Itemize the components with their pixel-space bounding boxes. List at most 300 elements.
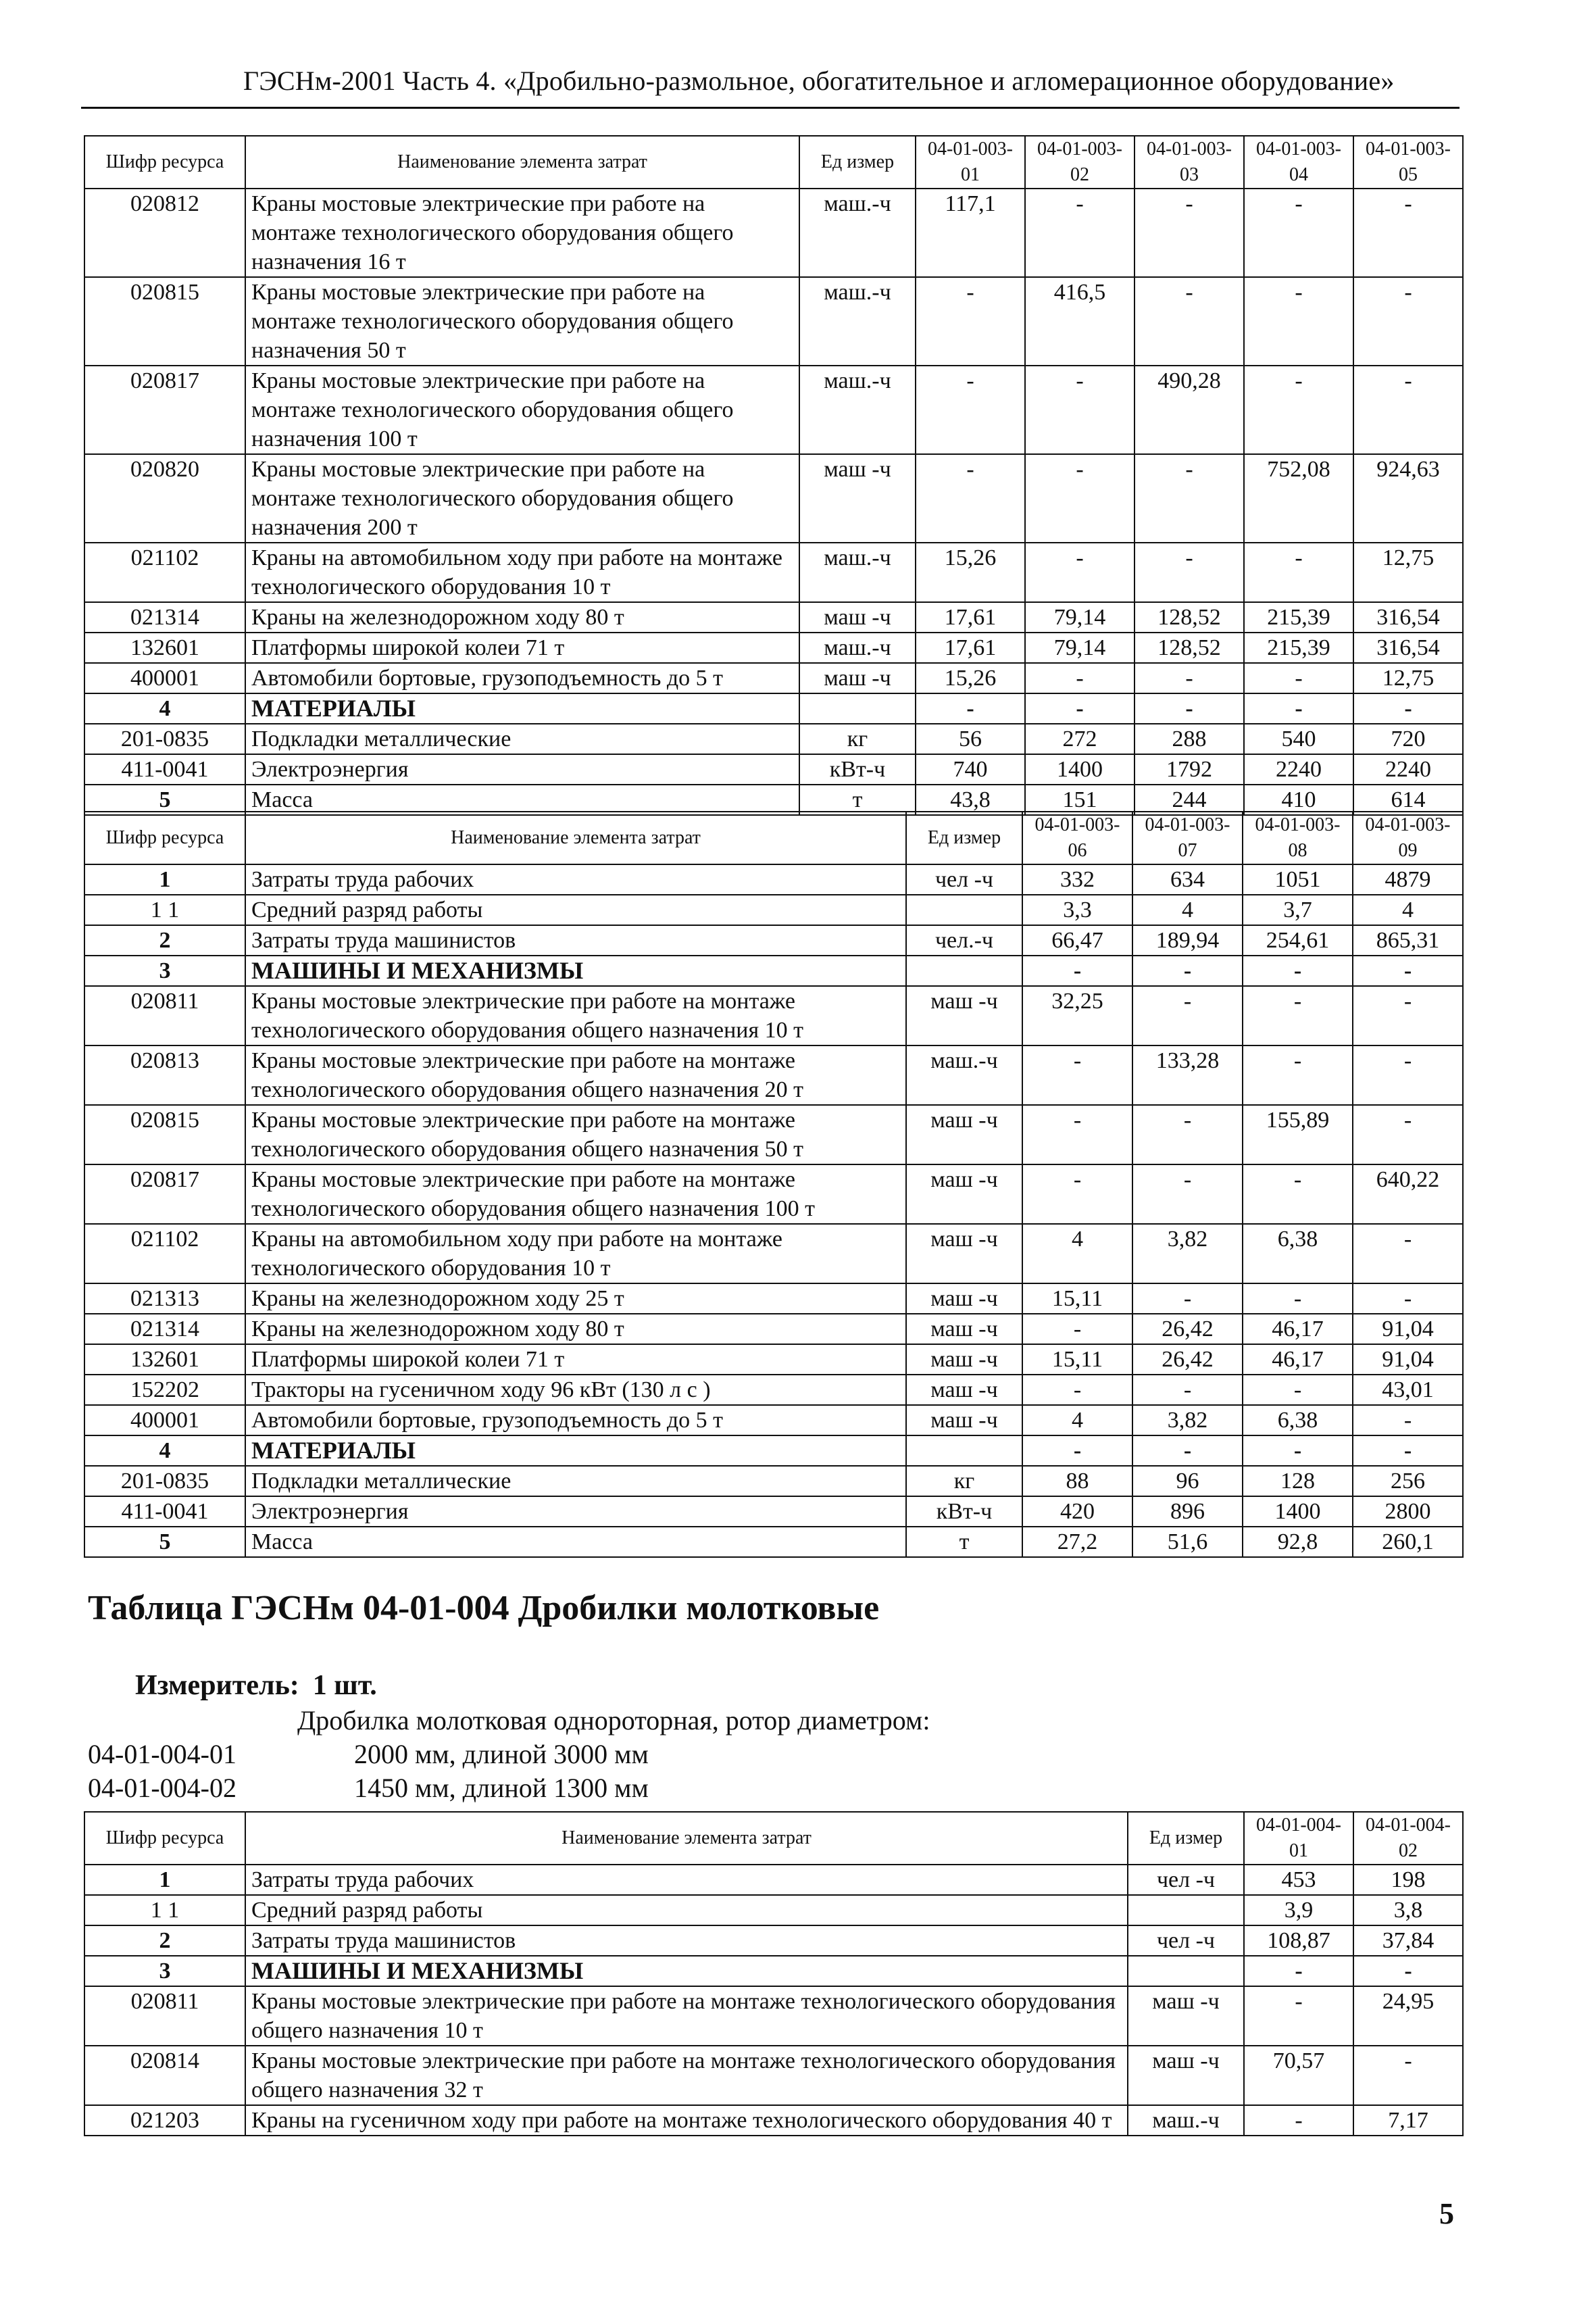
value-cell: - <box>1132 1435 1243 1466</box>
header-code: Шифр ресурса <box>84 136 245 189</box>
cost-element-name: Краны мостовые электрические при работе на монтаже технологического оборудования общего назначения 100 т <box>245 366 799 454</box>
resource-table-003-06-09 <box>84 811 1464 1558</box>
cost-element-name: Краны мостовые электрические при работе на монтаже технологического оборудования общего назначения 50 т <box>245 277 799 366</box>
table-row <box>84 1105 1463 1164</box>
unit-cell: маш.-ч <box>799 277 916 366</box>
table-row <box>84 663 1463 693</box>
cost-element-name: Масса <box>245 785 799 815</box>
table-row <box>84 1895 1463 1925</box>
cost-element-name: МАТЕРИАЛЫ <box>245 1435 906 1466</box>
table-row <box>84 1865 1463 1895</box>
value-cell: - <box>1244 1986 1353 2046</box>
value-cell: - <box>1134 663 1244 693</box>
table-row <box>84 366 1463 454</box>
value-cell: - <box>1244 693 1353 724</box>
value-cell: 896 <box>1132 1496 1243 1527</box>
value-cell: 91,04 <box>1353 1344 1463 1375</box>
value-cell: - <box>1353 1224 1463 1283</box>
cost-element-name: Подкладки металлические <box>245 1466 906 1496</box>
value-cell: - <box>916 277 1025 366</box>
resource-code: 020817 <box>84 366 245 454</box>
unit-cell <box>1128 1956 1244 1986</box>
variant-code: 04-01-004-01 <box>88 1739 236 1769</box>
value-cell: - <box>1244 366 1353 454</box>
unit-cell <box>1128 1895 1244 1925</box>
resource-code: 411-0041 <box>84 1496 245 1527</box>
value-cell: - <box>1025 366 1134 454</box>
cost-element-name: Средний разряд работы <box>245 895 906 925</box>
cost-element-name: Краны мостовые электрические при работе на монтаже технологического оборудования общего назначения 20 т <box>245 1045 906 1105</box>
header-norm-code: 04-01-003-03 <box>1134 136 1244 189</box>
unit-cell: маш.-ч <box>1128 2105 1244 2136</box>
table-header-row <box>84 136 1463 189</box>
value-cell: - <box>1353 1283 1463 1314</box>
cost-element-name: Краны на автомобильном ходу при работе на монтаже технологического оборудования 10 т <box>245 543 799 602</box>
value-cell: - <box>1353 1405 1463 1435</box>
header-unit: Ед измер <box>799 136 916 189</box>
cost-element-name: МАШИНЫ И МЕХАНИЗМЫ <box>245 1956 1128 1986</box>
value-cell: 215,39 <box>1244 633 1353 663</box>
value-cell: 2240 <box>1244 754 1353 785</box>
value-cell: 15,11 <box>1022 1283 1132 1314</box>
value-cell: - <box>1134 454 1244 543</box>
value-cell: 92,8 <box>1243 1527 1353 1557</box>
header-unit: Ед измер <box>906 812 1022 864</box>
value-cell: 66,47 <box>1022 925 1132 956</box>
value-cell: 288 <box>1134 724 1244 754</box>
value-cell: - <box>1022 1435 1132 1466</box>
resource-code: 020820 <box>84 454 245 543</box>
value-cell: 117,1 <box>916 189 1025 277</box>
cost-element-name: Краны на железнодорожном ходу 80 т <box>245 1314 906 1344</box>
cost-element-name: Краны на железнодорожном ходу 80 т <box>245 602 799 633</box>
header-norm-code: 04-01-003-09 <box>1353 812 1463 864</box>
value-cell: 3,9 <box>1244 1895 1353 1925</box>
unit-cell: маш -ч <box>906 1164 1022 1224</box>
value-cell: 91,04 <box>1353 1314 1463 1344</box>
resource-code: 5 <box>84 785 245 815</box>
resource-code: 020814 <box>84 2046 245 2105</box>
value-cell: 740 <box>916 754 1025 785</box>
unit-cell: маш.-ч <box>799 543 916 602</box>
value-cell: 43,01 <box>1353 1375 1463 1405</box>
value-cell: 540 <box>1244 724 1353 754</box>
value-cell: - <box>1353 1956 1463 1986</box>
value-cell: - <box>1132 1283 1243 1314</box>
unit-cell: т <box>906 1527 1022 1557</box>
meter-line <box>135 1669 377 1702</box>
unit-cell: маш -ч <box>906 1314 1022 1344</box>
unit-cell: маш -ч <box>906 1105 1022 1164</box>
value-cell: - <box>1353 1435 1463 1466</box>
unit-cell: маш.-ч <box>799 633 916 663</box>
value-cell: 4 <box>1022 1405 1132 1435</box>
unit-cell: маш -ч <box>799 602 916 633</box>
value-cell: - <box>1353 1045 1463 1105</box>
value-cell: - <box>1132 956 1243 986</box>
value-cell: 752,08 <box>1244 454 1353 543</box>
resource-code: 021102 <box>84 1224 245 1283</box>
value-cell: 26,42 <box>1132 1344 1243 1375</box>
value-cell: - <box>1244 1956 1353 1986</box>
table-header-row <box>84 812 1463 864</box>
resource-code: 020813 <box>84 1045 245 1105</box>
value-cell: - <box>1134 189 1244 277</box>
table-row <box>84 754 1463 785</box>
value-cell: 256 <box>1353 1466 1463 1496</box>
table-row <box>84 2105 1463 2136</box>
value-cell: 490,28 <box>1134 366 1244 454</box>
value-cell: 155,89 <box>1243 1105 1353 1164</box>
value-cell: - <box>916 454 1025 543</box>
resource-code: 1 1 <box>84 1895 245 1925</box>
value-cell: - <box>1022 1314 1132 1344</box>
unit-cell: кВт-ч <box>799 754 916 785</box>
table-row <box>84 633 1463 663</box>
value-cell: 88 <box>1022 1466 1132 1496</box>
table-row <box>84 724 1463 754</box>
value-cell: - <box>1353 1105 1463 1164</box>
value-cell: 6,38 <box>1243 1224 1353 1283</box>
resource-code: 5 <box>84 1527 245 1557</box>
cost-element-name: Затраты труда рабочих <box>245 864 906 895</box>
unit-cell: чел -ч <box>1128 1925 1244 1956</box>
header-name: Наименование элемента затрат <box>245 812 906 864</box>
value-cell: 7,17 <box>1353 2105 1463 2136</box>
value-cell: - <box>1353 986 1463 1045</box>
value-cell: 3,8 <box>1353 1895 1463 1925</box>
value-cell: 51,6 <box>1132 1527 1243 1557</box>
resource-code: 4 <box>84 1435 245 1466</box>
running-head: ГЭСНм-2001 Часть 4. «Дробильно-размольное, обогатительное и агломерационное оборудование» <box>243 66 1395 96</box>
resource-code: 400001 <box>84 1405 245 1435</box>
value-cell: - <box>1022 1045 1132 1105</box>
resource-code: 1 <box>84 864 245 895</box>
unit-cell: маш -ч <box>906 1224 1022 1283</box>
value-cell: - <box>1025 543 1134 602</box>
table-row <box>84 1405 1463 1435</box>
value-cell: 1792 <box>1134 754 1244 785</box>
header-norm-code: 04-01-004-01 <box>1244 1812 1353 1865</box>
header-norm-code: 04-01-003-05 <box>1353 136 1463 189</box>
value-cell: 416,5 <box>1025 277 1134 366</box>
section-row <box>84 693 1463 724</box>
table-row <box>84 189 1463 277</box>
value-cell: - <box>1243 956 1353 986</box>
value-cell: 15,26 <box>916 663 1025 693</box>
value-cell: 4 <box>1132 895 1243 925</box>
unit-cell: маш.-ч <box>799 366 916 454</box>
header-norm-code: 04-01-003-07 <box>1132 812 1243 864</box>
value-cell: - <box>1022 956 1132 986</box>
value-cell: 151 <box>1025 785 1134 815</box>
header-norm-code: 04-01-003-06 <box>1022 812 1132 864</box>
cost-element-name: Краны мостовые электрические при работе на монтаже технологического оборудования общего назначения 200 т <box>245 454 799 543</box>
cost-element-name: Автомобили бортовые, грузоподъемность до 5 т <box>245 1405 906 1435</box>
value-cell: 4879 <box>1353 864 1463 895</box>
cost-element-name: Платформы широкой колеи 71 т <box>245 1344 906 1375</box>
value-cell: - <box>1022 1105 1132 1164</box>
header-norm-code: 04-01-003-02 <box>1025 136 1134 189</box>
value-cell: - <box>1244 663 1353 693</box>
unit-cell: чел -ч <box>1128 1865 1244 1895</box>
page-number: 5 <box>1439 2197 1454 2230</box>
table-row <box>84 1496 1463 1527</box>
resource-code: 020815 <box>84 277 245 366</box>
table-header-row <box>84 1812 1463 1865</box>
unit-cell <box>906 956 1022 986</box>
value-cell: - <box>1025 693 1134 724</box>
value-cell: 410 <box>1244 785 1353 815</box>
table-row <box>84 1375 1463 1405</box>
value-cell: - <box>1134 543 1244 602</box>
value-cell: - <box>1243 1375 1353 1405</box>
value-cell: - <box>1353 366 1463 454</box>
value-cell: 1051 <box>1243 864 1353 895</box>
value-cell: 15,26 <box>916 543 1025 602</box>
variant-text: 2000 мм, длиной 3000 мм <box>354 1739 649 1769</box>
value-cell: 272 <box>1025 724 1134 754</box>
cost-element-name: Электроэнергия <box>245 754 799 785</box>
value-cell: 128,52 <box>1134 633 1244 663</box>
value-cell: 332 <box>1022 864 1132 895</box>
value-cell: 865,31 <box>1353 925 1463 956</box>
cost-element-name: Краны на железнодорожном ходу 25 т <box>245 1283 906 1314</box>
table-row <box>84 1283 1463 1314</box>
value-cell: - <box>1244 543 1353 602</box>
value-cell: - <box>1243 1435 1353 1466</box>
table-body <box>84 1865 1463 2136</box>
header-unit: Ед измер <box>1128 1812 1244 1865</box>
unit-cell <box>906 1435 1022 1466</box>
value-cell: 1400 <box>1243 1496 1353 1527</box>
value-cell: - <box>1353 189 1463 277</box>
value-cell: - <box>1353 277 1463 366</box>
value-cell: 453 <box>1244 1865 1353 1895</box>
table-row <box>84 2046 1463 2105</box>
table-row <box>84 986 1463 1045</box>
table-row <box>84 1344 1463 1375</box>
value-cell: - <box>1025 454 1134 543</box>
resource-code: 400001 <box>84 663 245 693</box>
resource-code: 2 <box>84 1925 245 1956</box>
unit-cell <box>906 895 1022 925</box>
value-cell: 37,84 <box>1353 1925 1463 1956</box>
variant-text: 1450 мм, длиной 1300 мм <box>354 1773 649 1803</box>
value-cell: - <box>1134 277 1244 366</box>
meter-label: Измеритель: <box>135 1670 299 1701</box>
value-cell: 26,42 <box>1132 1314 1243 1344</box>
table-row <box>84 1045 1463 1105</box>
resource-table-004 <box>84 1811 1464 2136</box>
header-name: Наименование элемента затрат <box>245 136 799 189</box>
header-norm-code: 04-01-003-04 <box>1244 136 1353 189</box>
unit-cell: маш -ч <box>906 986 1022 1045</box>
cost-element-name: Краны мостовые электрические при работе на монтаже технологического оборудования общего назначения 50 т <box>245 1105 906 1164</box>
table-row <box>84 1466 1463 1496</box>
value-cell: 15,11 <box>1022 1344 1132 1375</box>
value-cell: 4 <box>1353 895 1463 925</box>
resource-code: 3 <box>84 1956 245 1986</box>
resource-code: 132601 <box>84 1344 245 1375</box>
value-cell: - <box>1244 2105 1353 2136</box>
unit-cell: кВт-ч <box>906 1496 1022 1527</box>
value-cell: 614 <box>1353 785 1463 815</box>
unit-cell: маш -ч <box>799 663 916 693</box>
cost-element-name: Затраты труда машинистов <box>245 925 906 956</box>
value-cell: - <box>1353 2046 1463 2105</box>
value-cell: 215,39 <box>1244 602 1353 633</box>
cost-element-name: Краны мостовые электрические при работе на монтаже технологического оборудования общего назначения 100 т <box>245 1164 906 1224</box>
resource-code: 201-0835 <box>84 1466 245 1496</box>
unit-cell: маш -ч <box>906 1283 1022 1314</box>
value-cell: 17,61 <box>916 633 1025 663</box>
value-cell: 46,17 <box>1243 1344 1353 1375</box>
cost-element-name: Масса <box>245 1527 906 1557</box>
cost-element-name: Тракторы на гусеничном ходу 96 кВт (130 л с ) <box>245 1375 906 1405</box>
cost-element-name: Затраты труда рабочих <box>245 1865 1128 1895</box>
value-cell: - <box>1025 663 1134 693</box>
unit-cell: маш -ч <box>906 1344 1022 1375</box>
unit-cell: маш -ч <box>906 1405 1022 1435</box>
value-cell: 3,82 <box>1132 1405 1243 1435</box>
table-row <box>84 925 1463 956</box>
value-cell: 316,54 <box>1353 633 1463 663</box>
resource-code: 020815 <box>84 1105 245 1164</box>
table-row <box>84 895 1463 925</box>
value-cell: - <box>1134 693 1244 724</box>
header-code: Шифр ресурса <box>84 1812 245 1865</box>
resource-code: 020811 <box>84 1986 245 2046</box>
unit-cell: маш -ч <box>1128 1986 1244 2046</box>
value-cell: - <box>1243 1164 1353 1224</box>
value-cell: - <box>1132 1164 1243 1224</box>
value-cell: 244 <box>1134 785 1244 815</box>
unit-cell: чел -ч <box>906 864 1022 895</box>
table-description: Дробилка молотковая однороторная, ротор диаметром: <box>297 1705 930 1736</box>
value-cell: - <box>1022 1164 1132 1224</box>
value-cell: 133,28 <box>1132 1045 1243 1105</box>
variant-code: 04-01-004-02 <box>88 1773 236 1803</box>
value-cell: 640,22 <box>1353 1164 1463 1224</box>
unit-cell: чел.-ч <box>906 925 1022 956</box>
section-row <box>84 956 1463 986</box>
resource-code: 021203 <box>84 2105 245 2136</box>
value-cell: 189,94 <box>1132 925 1243 956</box>
resource-code: 021102 <box>84 543 245 602</box>
resource-code: 4 <box>84 693 245 724</box>
value-cell: 128 <box>1243 1466 1353 1496</box>
cost-element-name: Автомобили бортовые, грузоподъемность до 5 т <box>245 663 799 693</box>
value-cell: 108,87 <box>1244 1925 1353 1956</box>
value-cell: 2800 <box>1353 1496 1463 1527</box>
table-row <box>84 1314 1463 1344</box>
value-cell: - <box>1132 1375 1243 1405</box>
unit-cell: маш -ч <box>1128 2046 1244 2105</box>
table-row <box>84 277 1463 366</box>
header-name: Наименование элемента затрат <box>245 1812 1128 1865</box>
resource-code: 3 <box>84 956 245 986</box>
resource-code: 201-0835 <box>84 724 245 754</box>
value-cell: - <box>1244 189 1353 277</box>
table-row <box>84 1986 1463 2046</box>
cost-element-name: Платформы широкой колеи 71 т <box>245 633 799 663</box>
value-cell: - <box>916 693 1025 724</box>
value-cell: - <box>1244 277 1353 366</box>
value-cell: 70,57 <box>1244 2046 1353 2105</box>
resource-code: 021314 <box>84 1314 245 1344</box>
cost-element-name: Краны мостовые электрические при работе на монтаже технологического оборудования общего назначения 10 т <box>245 986 906 1045</box>
cost-element-name: Краны на гусеничном ходу при работе на монтаже технологического оборудования 40 т <box>245 2105 1128 2136</box>
cost-element-name: Краны мостовые электрические при работе на монтаже технологического оборудования общего назначения 16 т <box>245 189 799 277</box>
unit-cell: кг <box>906 1466 1022 1496</box>
value-cell: - <box>1132 986 1243 1045</box>
table-row <box>84 543 1463 602</box>
cost-element-name: Подкладки металлические <box>245 724 799 754</box>
value-cell: 198 <box>1353 1865 1463 1895</box>
value-cell: 128,52 <box>1134 602 1244 633</box>
section-row <box>84 1956 1463 1986</box>
resource-code: 2 <box>84 925 245 956</box>
cost-element-name: Затраты труда машинистов <box>245 1925 1128 1956</box>
value-cell: - <box>916 366 1025 454</box>
unit-cell: маш.-ч <box>906 1045 1022 1105</box>
resource-code: 020812 <box>84 189 245 277</box>
value-cell: 79,14 <box>1025 602 1134 633</box>
value-cell: 924,63 <box>1353 454 1463 543</box>
value-cell: 316,54 <box>1353 602 1463 633</box>
value-cell: 2240 <box>1353 754 1463 785</box>
unit-cell <box>799 693 916 724</box>
value-cell: - <box>1132 1105 1243 1164</box>
cost-element-name: МАТЕРИАЛЫ <box>245 693 799 724</box>
value-cell: 27,2 <box>1022 1527 1132 1557</box>
value-cell: - <box>1243 986 1353 1045</box>
cost-element-name: Электроэнергия <box>245 1496 906 1527</box>
value-cell: 79,14 <box>1025 633 1134 663</box>
header-norm-code: 04-01-003-08 <box>1243 812 1353 864</box>
cost-element-name: Средний разряд работы <box>245 1895 1128 1925</box>
resource-code: 021314 <box>84 602 245 633</box>
variant-line <box>88 1738 649 1770</box>
value-cell: 3,7 <box>1243 895 1353 925</box>
value-cell: - <box>1243 1283 1353 1314</box>
value-cell: 12,75 <box>1353 663 1463 693</box>
table-title: Таблица ГЭСНм 04-01-004 Дробилки молотковые <box>88 1589 880 1627</box>
cost-element-name: Краны мостовые электрические при работе на монтаже технологического оборудования общего назначения 32 т <box>245 2046 1128 2105</box>
value-cell: - <box>1025 189 1134 277</box>
value-cell: 43,8 <box>916 785 1025 815</box>
resource-code: 1 <box>84 1865 245 1895</box>
table-row <box>84 1527 1463 1557</box>
unit-cell: т <box>799 785 916 815</box>
unit-cell: кг <box>799 724 916 754</box>
cost-element-name: МАШИНЫ И МЕХАНИЗМЫ <box>245 956 906 986</box>
table-body <box>84 864 1463 1557</box>
header-norm-code: 04-01-004-02 <box>1353 1812 1463 1865</box>
value-cell: - <box>1353 693 1463 724</box>
cost-element-name: Краны мостовые электрические при работе на монтаже технологического оборудования общего назначения 10 т <box>245 1986 1128 2046</box>
meter-value: 1 шт. <box>312 1670 377 1701</box>
resource-code: 020817 <box>84 1164 245 1224</box>
unit-cell: маш.-ч <box>799 189 916 277</box>
value-cell: - <box>1022 1375 1132 1405</box>
value-cell: - <box>1243 1045 1353 1105</box>
resource-code: 411-0041 <box>84 754 245 785</box>
table-row <box>84 1164 1463 1224</box>
table-row <box>84 602 1463 633</box>
value-cell: 56 <box>916 724 1025 754</box>
